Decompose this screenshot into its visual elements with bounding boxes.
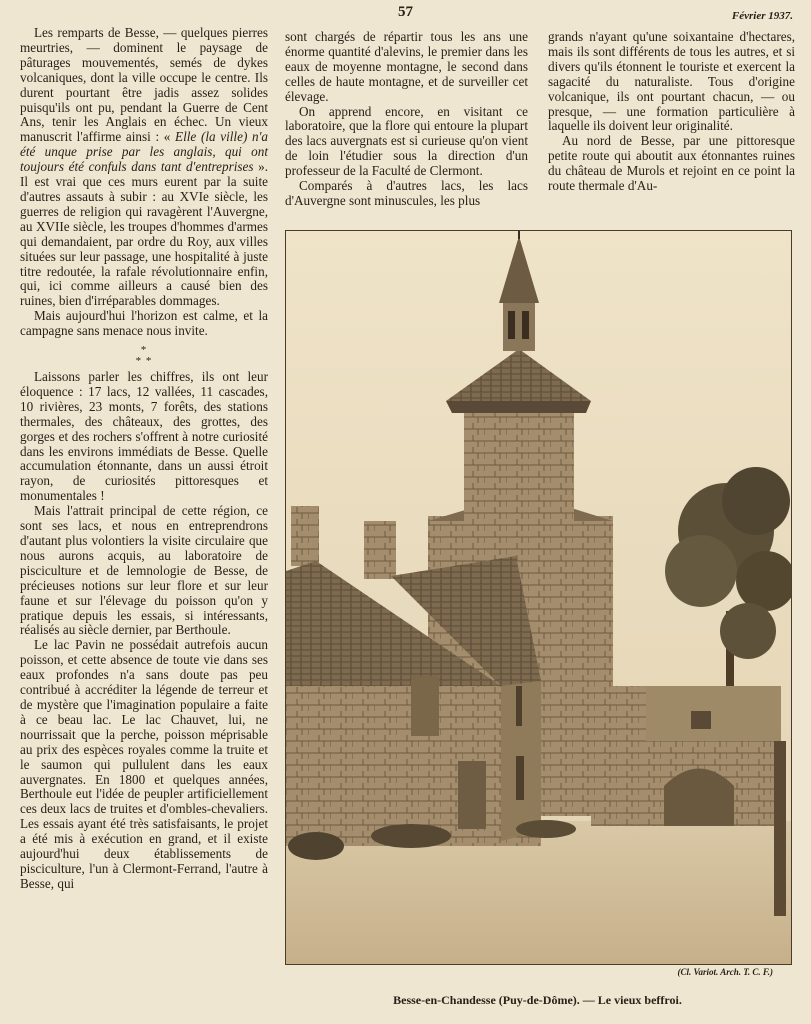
paragraph: Les remparts de Besse, — quelques pierres meurtries, — dominent le paysage de pâturages mouvementés, semés de dykes volcaniques, dont la ville occupe le centre. Ils durent pourtant être jadis assez solides puisqu'ils ont pu, pendant la Guerre de Cent Ans, tenir les Anglais en échec. Un vieux manuscrit l'affirme ainsi : « Elle (la ville) n'a été unque prise par les anglais, qui ont toujours été confuls dans tant d'entreprises ». Il est vrai que ces murs eurent par la suite d'autres assauts à subir : au XVIe siècle, les guerres de religion qui ravagèrent l'Auvergne, au XVIIe siècle, les troupes d'hommes d'armes qui demandaient, par ordre du Roy, aux villes situées sur leur passage, une hospitalité à juste titre redoutée, la rafale révolutionnaire enfin, qui, ici comme ailleurs a causé bien des ruines, bien d'irréparables dommages. [20,25,269,309]
paragraph: On apprend encore, en visitant ce laboratoire, que la flore qui entoure la plupart des lacs auvergnats est si curieuse qu'on vient de loin l'étudier sous la direction d'un professeur de la Faculté de Clermont. [285,103,528,179]
text-column-right [548,30,795,194]
paragraph: sont chargés de répartir tous les ans une énorme quantité d'alevins, le premier dans les eaux de moyenne montagne, le second dans celles de haute montagne, et de surveiller cet élevage. [285,29,528,104]
photo-credit: (Cl. Variot. Arch. T. C. F.) [677,967,773,977]
paragraph: Mais aujourd'hui l'horizon est calme, et la campagne sans menace nous invite. [20,308,268,339]
paragraph: grands n'ayant qu'une soixantaine d'hectares, mais ils sont différents de tous les autres, et si divers qu'ils étonnent le touriste et exercent la sagacité du naturaliste. Tous d'origine volcanique, ils ont pourtant chacun, — ou presque, — une formation particulière à laquelle ils doivent leur originalité. [548,29,795,134]
figure-caption: Besse-en-Chandesse (Puy-de-Dôme). — Le vieux beffroi. [393,993,682,1007]
issue-date: Février 1937. [731,10,793,22]
paragraph: Laissons parler les chiffres, ils ont leur éloquence : 17 lacs, 12 vallées, 11 cascades, 10 rivières, 23 monts, 7 forêts, des stations thermales, des châteaux, des grottes, des gorges et des rochers s'offrent à notre curiosité dans les environs immédiats de Besse. Quelle accumulation étonnante, dans un aussi étroit rayon, de curiosités pittoresques et monumentales ! [20,369,268,504]
text-column-middle [285,30,528,209]
quotation-italic: Elle (la ville) n'a été unque prise par les anglais, qui ont toujours été confuls dans tant d'entreprises [20,129,268,175]
belfry-illustration [286,231,791,964]
page-number: 57 [398,4,413,20]
paragraph: Comparés à d'autres lacs, les lacs d'Auvergne sont minuscules, les plus [285,178,528,208]
section-separator: * * * [135,344,153,368]
paragraph: Mais l'attrait principal de cette région, ce sont ses lacs, et nous en entreprendrons d'autant plus volontiers la visite circulaire que nous aurons acquis, au laboratoire de pisciculture et de lemnologie de Besse, de précieuses notions sur leur flore et sur leur faune et sur l'élevage du poisson qu'on y pratique depuis les essais, si intéressants, réalisés au siècle dernier, par Berthoule. [20,503,268,638]
text-column-left [20,26,268,892]
paragraph: Le lac Pavin ne possédait autrefois aucun poisson, et cette absence de toute vie dans ses eaux profondes n'a sans doute pas peu contribué à accréditer la légende de terreur et de mystère que l'imagination populaire a faite à ce beau lac. Le lac Chauvet, lui, ne nourrissait que la perche, poisson méprisable au prix des espèces royales comme la truite et le saumon qui pullulent dans les eaux auvergnates. En 1800 et quelques années, Berthoule eut l'idée de peupler artificiellement ces deux lacs de truites et d'ombles-chevaliers. Les essais ayant été très satisfaisants, le projet a été mis à exécution en grand, et il existe aujourd'hui deux établissements de pisciculture, l'un à Clermont-Ferrand, l'autre à Besse, qui [20,637,268,891]
paragraph: Au nord de Besse, par une pittoresque petite route qui aboutit aux étonnantes ruines du château de Murols et rejoint en ce point la route thermale d'Au- [548,133,795,194]
belfry-photograph [285,230,792,965]
